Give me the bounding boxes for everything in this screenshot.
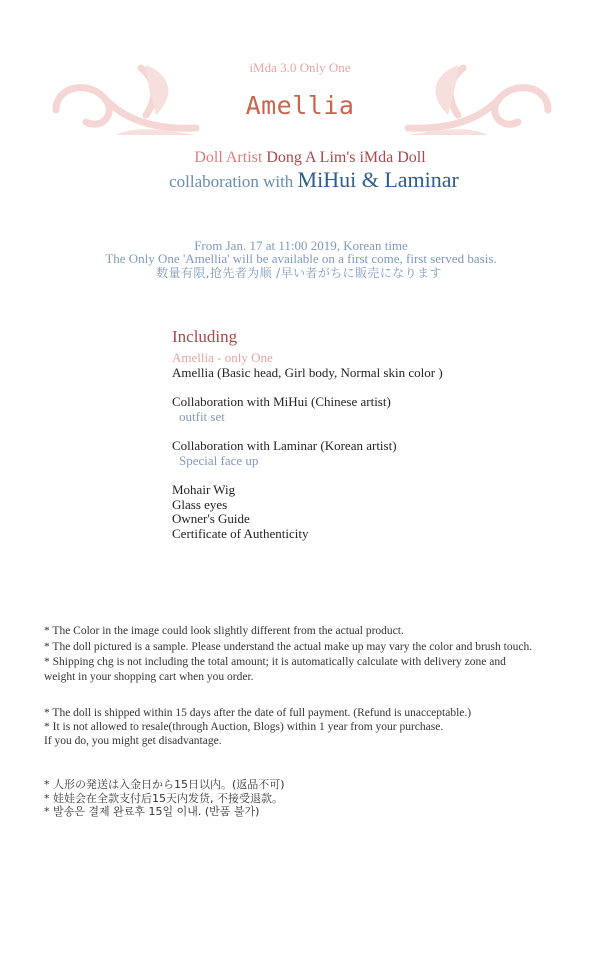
note-line: weight in your shopping cart when you order. xyxy=(44,671,254,683)
list-item: Collaboration with MiHui (Chinese artist) xyxy=(172,394,391,409)
list-item: Glass eyes xyxy=(172,497,228,512)
list-item: Collaboration with Laminar (Korean artist) xyxy=(172,438,397,453)
availability-cjk: 数量有限,抢先者为顺 /早い者がちに販売になります xyxy=(156,266,442,280)
collaboration-line xyxy=(0,167,600,193)
release-date: From Jan. 17 at 11:00 2019, Korean time xyxy=(194,238,408,253)
product-title: Amellia xyxy=(245,91,355,120)
note-cjk-chinese: * 娃娃会在全款支付后15天内发货, 不接受退款。 xyxy=(44,792,283,805)
list-item: Owner's Guide xyxy=(172,511,250,526)
list-item: Amellia - only One xyxy=(172,350,273,365)
artist-byline xyxy=(0,149,600,167)
availability-note: The Only One 'Amellia' will be available on a first come, first served basis. xyxy=(105,251,497,266)
collab-partners: MiHui & Laminar xyxy=(297,167,459,192)
note-cjk-korean: * 발송은 결제 완료후 15일 이내. (반품 불가) xyxy=(44,805,260,818)
list-item: Amellia (Basic head, Girl body, Normal skin color ) xyxy=(172,365,443,380)
note-line: * Shipping chg is not including the total amount; it is automatically calculate with delivery zone and xyxy=(44,656,506,668)
list-item: Mohair Wig xyxy=(172,482,236,497)
note-line: * It is not allowed to resale(through Auction, Blogs) within 1 year from your purchase. xyxy=(44,721,444,733)
list-item: Certificate of Authenticity xyxy=(172,526,309,541)
list-item: Special face up xyxy=(179,453,259,468)
collab-prefix: collaboration with xyxy=(169,172,298,191)
byline-artist: Dong A Lim's iMda Doll xyxy=(266,149,426,166)
list-item: outfit set xyxy=(179,409,225,424)
note-line: * The Color in the image could look slightly different from the actual product. xyxy=(44,625,404,637)
series-label: iMda 3.0 Only One xyxy=(249,60,351,75)
including-heading: Including xyxy=(172,327,238,346)
note-line: If you do, you might get disadvantage. xyxy=(44,735,222,747)
note-line: * The doll pictured is a sample. Please understand the actual make up may vary the color and brush touch. xyxy=(44,641,533,653)
note-line: * The doll is shipped within 15 days after the date of full payment. (Refund is unacceptable.) xyxy=(44,707,472,719)
note-cjk-japanese: * 人形の発送は入金日から15日以内。(返品不可) xyxy=(44,778,285,791)
byline-prefix: Doll Artist xyxy=(194,149,267,166)
